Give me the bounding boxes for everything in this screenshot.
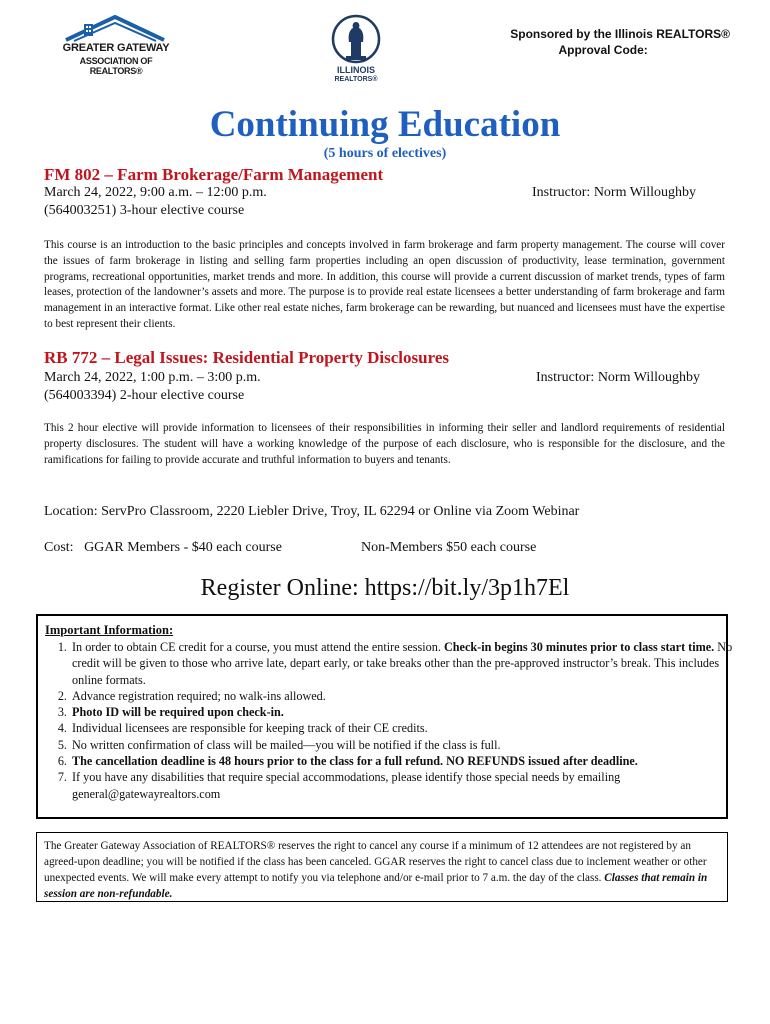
important-list [45, 639, 735, 802]
approval-code: Approval Code: [558, 43, 648, 57]
page-title: Continuing Education [209, 104, 561, 145]
register-online: Register Online: https://bit.ly/3p1h7El [200, 575, 570, 601]
course-datetime: March 24, 2022, 9:00 a.m. – 12:00 p.m. [44, 185, 267, 200]
list-item: 5. No written confirmation of class will be mailed—you will be notified if the class is full. [70, 737, 735, 753]
list-item: 1. In order to obtain CE credit for a course, you must attend the entire session. Check-in begins 30 minutes prior to class start time. No credit will be given to those who arrive late, depart early, or take breaks other than the pre-approved instructor’s break. This includes online formats. [70, 639, 735, 688]
ir-logo-line2: REALTORS® [334, 76, 378, 83]
house-roof-icon [60, 14, 170, 44]
ggar-logo-line1: GREATER GATEWAY [62, 42, 170, 54]
list-item: 6. The cancellation deadline is 48 hours prior to the class for a full refund. NO REFUNDS issued after deadline. [70, 753, 735, 769]
ggar-logo-line2: ASSOCIATION OF REALTORS® [79, 56, 153, 76]
cancellation-policy-box [36, 832, 728, 902]
list-item: 2. Advance registration required; no walk-ins allowed. [70, 688, 735, 704]
ir-logo-line1: ILLINOIS [337, 65, 375, 75]
course-instructor: Instructor: Norm Willoughby [532, 185, 697, 200]
location: Location: ServPro Classroom, 2220 Liebler Drive, Troy, IL 62294 or Online via Zoom Webinar [44, 504, 580, 519]
course-code: (564003251) 3-hour elective course [44, 203, 245, 218]
course-instructor: Instructor: Norm Willoughby [536, 370, 701, 385]
cost-members: Cost: GGAR Members - $40 each course [44, 540, 282, 555]
cancellation-text: The Greater Gateway Association of REALTORS® reserves the right to cancel any course if a minimum of 12 attendees are not registered by an agreed-upon deadline; you will be notified if the class has been canceled. GGAR reserves the right to cancel class due to inclement weather or other unexpected events. We will make every attempt to notify you via telephone and/or e-mail prior to 7 a.m. the day of the class. Classes that remain in session are non-refundable. [44, 840, 708, 900]
list-item: 4. Individual licensees are responsible for keeping track of their CE credits. [70, 720, 735, 736]
sponsor-line: Sponsored by the Illinois REALTORS® [510, 27, 730, 41]
ggar-logo [60, 14, 170, 76]
course-description: This 2 hour elective will provide information to licensees of their responsibilities in informing their seller and landlord requirements of residential property disclosures. The student will have a working knowledge of the purpose of each disclosure, who is responsible for the disclosure, and the ramifications for failing to provide accurate and truthful information to buyers and tenants. [44, 422, 725, 466]
cost-nonmembers: Non-Members $50 each course [361, 540, 537, 555]
course-description: This course is an introduction to the basic principles and concepts involved in farm brokerage and farm property management. The course will cover the issues of farm brokerage in listing and selling farm properties including an open discussion of productivity, lease termination, government programs, recreational opportunities, market trends and more. In addition, this course will provide a current discussion of market trends, types of farm leases, protection of the landowner’s assets and more. The purpose is to provide real estate licensees a better understanding of farm brokerage and farm management in an interactive format. Like other real estate niches, farm brokerage can be rewarding, but nuanced and licensees must have the expertise to best represent their clients. [44, 239, 725, 330]
email-link[interactable]: general@gatewayrealtors.com [72, 786, 221, 801]
course-datetime: March 24, 2022, 1:00 p.m. – 3:00 p.m. [44, 370, 261, 385]
course-code: (564003394) 2-hour elective course [44, 388, 245, 403]
non-refundable-note: Classes that remain in session are non-refundable. [44, 872, 708, 900]
illinois-realtors-logo [328, 14, 384, 94]
page-subtitle: (5 hours of electives) [323, 146, 447, 161]
list-item: 3. Photo ID will be required upon check-in. [70, 704, 735, 720]
course-title-rb772: RB 772 – Legal Issues: Residential Property Disclosures [44, 348, 450, 367]
sponsor-info [510, 26, 730, 58]
lincoln-statue-icon [328, 14, 384, 64]
important-info-box [36, 614, 733, 819]
list-item: 7. If you have any disabilities that require special accommodations, please identify those special needs by emailing general@gatewayrealtors.com [70, 769, 735, 802]
important-heading: Important Information: [45, 623, 174, 637]
course-title-fm802: FM 802 – Farm Brokerage/Farm Management [44, 165, 384, 184]
